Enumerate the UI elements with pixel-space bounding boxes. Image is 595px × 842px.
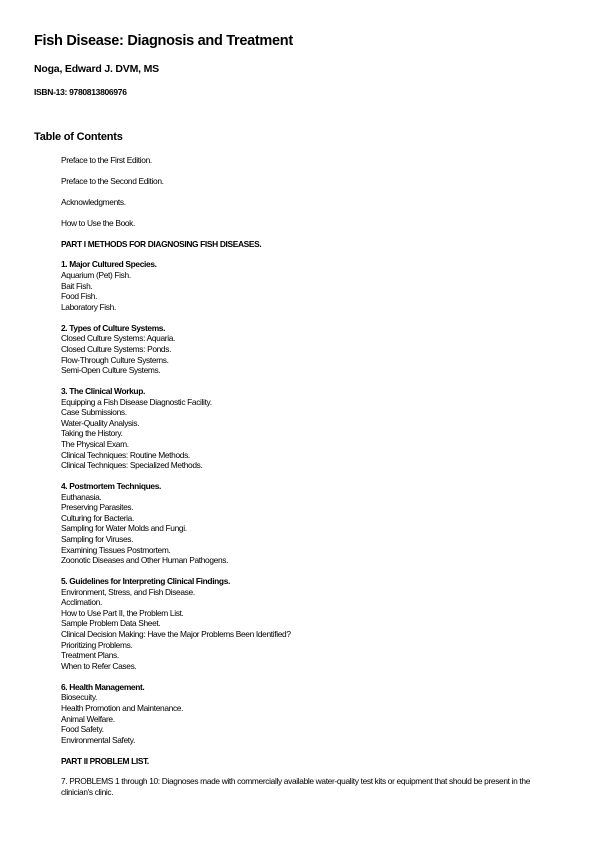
chapter-title: 5. Guidelines for Interpreting Clinical Findings. bbox=[61, 576, 230, 587]
toc-entry-label: Preface to the First Edition. bbox=[61, 155, 152, 165]
part1-heading: PART I METHODS FOR DIAGNOSING FISH DISEASES. bbox=[61, 238, 262, 249]
toc-entry-label: Preface to the Second Edition. bbox=[61, 175, 164, 186]
chapter-item: Animal Welfare. bbox=[61, 713, 115, 724]
chapter-item: Water-Quality Analysis. bbox=[61, 417, 140, 428]
part1-heading-block bbox=[61, 239, 561, 250]
toc-heading: Table of Contents bbox=[34, 131, 123, 143]
chapter-item: Clinical Techniques: Specialized Methods. bbox=[61, 460, 203, 471]
chapter-item: Health Promotion and Maintenance. bbox=[61, 702, 184, 713]
chapter-item: Treatment Plans. bbox=[61, 650, 119, 661]
toc-entry-preface-first bbox=[61, 155, 561, 166]
chapter-title: 1. Major Cultured Species. bbox=[61, 259, 157, 270]
chapter-7-title: 7. PROBLEMS 1 through 10: Diagnoses made with commercially available water-quality test kits or equipment that should be present in the clinician's clinic. bbox=[61, 776, 531, 798]
chapter-item: Food Fish. bbox=[61, 291, 98, 302]
chapter-title: 2. Types of Culture Systems. bbox=[61, 322, 166, 333]
chapter-item: Culturing for Bacteria. bbox=[61, 512, 134, 523]
toc-entry-label: How to Use the Book. bbox=[61, 217, 135, 228]
chapter-item: Aquarium (Pet) Fish. bbox=[61, 270, 131, 281]
chapter-item: Sampling for Viruses. bbox=[61, 534, 134, 544]
chapter-item: Environment, Stress, and Fish Disease. bbox=[61, 586, 195, 597]
chapter-item: Prioritizing Problems. bbox=[61, 639, 133, 650]
chapter-item: When to Refer Cases. bbox=[61, 660, 137, 671]
chapter-4 bbox=[61, 481, 561, 566]
chapter-1 bbox=[61, 259, 561, 312]
table-of-contents bbox=[61, 155, 561, 808]
chapter-item: Flow-Through Culture Systems. bbox=[61, 354, 169, 365]
chapter-item: Zoonotic Diseases and Other Human Pathogens. bbox=[61, 555, 229, 566]
chapter-item: Case Submissions. bbox=[61, 407, 127, 418]
chapter-item: Clinical Decision Making: Have the Major Problems Been Identified? bbox=[61, 629, 291, 640]
chapter-title: 3. The Clinical Workup. bbox=[61, 385, 145, 396]
part2-heading-block bbox=[61, 756, 561, 767]
chapter-item: Clinical Techniques: Routine Methods. bbox=[61, 449, 190, 460]
document-title: Fish Disease: Diagnosis and Treatment bbox=[34, 33, 293, 49]
chapter-item: Taking the History. bbox=[61, 428, 123, 439]
chapter-item: Equipping a Fish Disease Diagnostic Facility. bbox=[61, 396, 212, 407]
toc-entry-how-to-use bbox=[61, 218, 561, 229]
chapter-item: The Physical Exam. bbox=[61, 438, 129, 449]
chapter-item: Laboratory Fish. bbox=[61, 301, 116, 312]
chapter-item: Biosecuity. bbox=[61, 692, 98, 703]
chapter-item: Examining Tissues Postmortem. bbox=[61, 544, 171, 555]
chapter-item: Euthanasia. bbox=[61, 491, 102, 502]
chapter-6 bbox=[61, 682, 561, 746]
document-author: Noga, Edward J. DVM, MS bbox=[34, 63, 159, 75]
toc-entry-acknowledgments bbox=[61, 197, 561, 208]
chapter-item: Environmental Safety. bbox=[61, 734, 135, 745]
chapter-title: 6. Health Management. bbox=[61, 681, 145, 692]
chapter-item: Acclimation. bbox=[61, 597, 102, 608]
toc-entry-preface-second bbox=[61, 176, 561, 187]
chapter-item: Closed Culture Systems: Ponds. bbox=[61, 343, 172, 354]
chapter-item: Preserving Parasites. bbox=[61, 502, 134, 513]
chapter-item: Semi-Open Culture Systems. bbox=[61, 365, 161, 376]
toc-entry-label: Acknowledgments. bbox=[61, 196, 126, 207]
document-isbn: ISBN-13: 9780813806976 bbox=[34, 87, 127, 97]
chapter-item: How to Use Part II, the Problem List. bbox=[61, 607, 184, 618]
chapter-title: 4. Postmortem Techniques. bbox=[61, 481, 161, 492]
part2-heading: PART II PROBLEM LIST. bbox=[61, 755, 149, 766]
chapter-2 bbox=[61, 323, 561, 376]
chapter-7 bbox=[61, 776, 561, 797]
chapter-item: Sampling for Water Molds and Fungi. bbox=[61, 523, 187, 534]
chapter-3 bbox=[61, 386, 561, 471]
chapter-item: Bait Fish. bbox=[61, 280, 93, 291]
chapter-item: Sample Problem Data Sheet. bbox=[61, 618, 161, 629]
chapter-5 bbox=[61, 576, 561, 671]
chapter-item: Food Safety. bbox=[61, 724, 104, 735]
chapter-item: Closed Culture Systems: Aquaria. bbox=[61, 333, 176, 344]
